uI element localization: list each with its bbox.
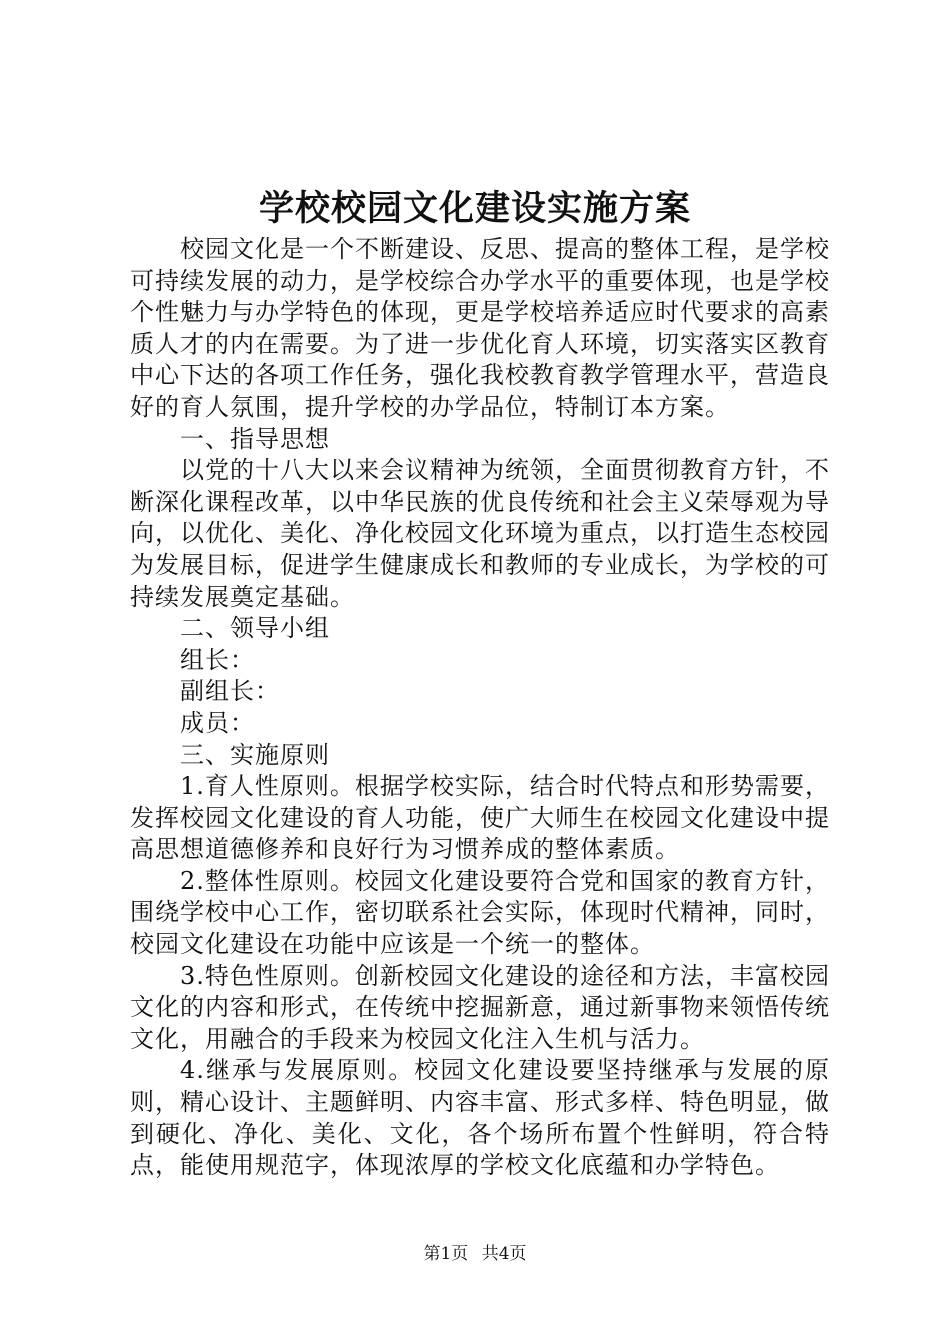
page-number: 第1页 bbox=[423, 1244, 469, 1264]
principle-1-paragraph: 1.育人性原则。根据学校实际，结合时代特点和形势需要，发挥校园文化建设的育人功能，使广大师生在校园文化建设中提高思想道德修养和良好行为习惯养成的整体素质。 bbox=[130, 772, 830, 864]
intro-paragraph: 校园文化是一个不断建设、反思、提高的整体工程，是学校可持续发展的动力，是学校综合办学水平的重要体现，也是学校个性魅力与办学特色的体现，更是学校培养适应时代要求的高素质人才的内在需要。为了进一步优化育人环境，切实落实区教育中心下达的各项工作任务，强化我校教育教学管理水平，营造良好的育人氛围，提升学校的办学品位，特制订本方案。 bbox=[130, 235, 830, 421]
document-title: 学校校园文化建设实施方案 bbox=[258, 188, 691, 229]
guiding-ideology-paragraph: 以党的十八大以来会议精神为统领，全面贯彻教育方针，不断深化课程改革，以中华民族的优良传统和社会主义荣辱观为导向，以优化、美化、净化校园文化环境为重点，以打造生态校园为发展目标，促进学生健康成长和教师的专业成长，为学校的可持续发展奠定基础。 bbox=[130, 456, 830, 611]
principle-2-paragraph: 2.整体性原则。校园文化建设要符合党和国家的教育方针，围绕学校中心工作，密切联系社会实际，体现时代精神，同时，校园文化建设在功能中应该是一个统一的整体。 bbox=[130, 866, 830, 959]
deputy-leader-line: 副组长： bbox=[180, 677, 280, 706]
page-footer bbox=[0, 1242, 950, 1266]
group-leader-line: 组长： bbox=[180, 645, 255, 674]
section-heading-principles: 三、实施原则 bbox=[180, 740, 330, 769]
document-body bbox=[130, 234, 830, 1182]
principle-3-paragraph: 3.特色性原则。创新校园文化建设的途径和方法，丰富校园文化的内容和形式，在传统中挖掘新意，通过新事物来领悟传统文化，用融合的手段来为校园文化注入生机与活力。 bbox=[130, 961, 830, 1053]
page-total: 共4页 bbox=[481, 1244, 527, 1264]
principle-4-paragraph: 4.继承与发展原则。校园文化建设要坚持继承与发展的原则，精心设计、主题鲜明、内容丰富、形式多样、特色明显，做到硬化、净化、美化、文化，各个场所布置个性鲜明，符合特点，能使用规范字，体现浓厚的学校文化底蕴和办学特色。 bbox=[130, 1056, 830, 1180]
members-line: 成员： bbox=[180, 708, 255, 737]
section-heading-guiding-ideology: 一、指导思想 bbox=[180, 424, 330, 453]
section-heading-leadership-group: 二、领导小组 bbox=[180, 614, 330, 643]
